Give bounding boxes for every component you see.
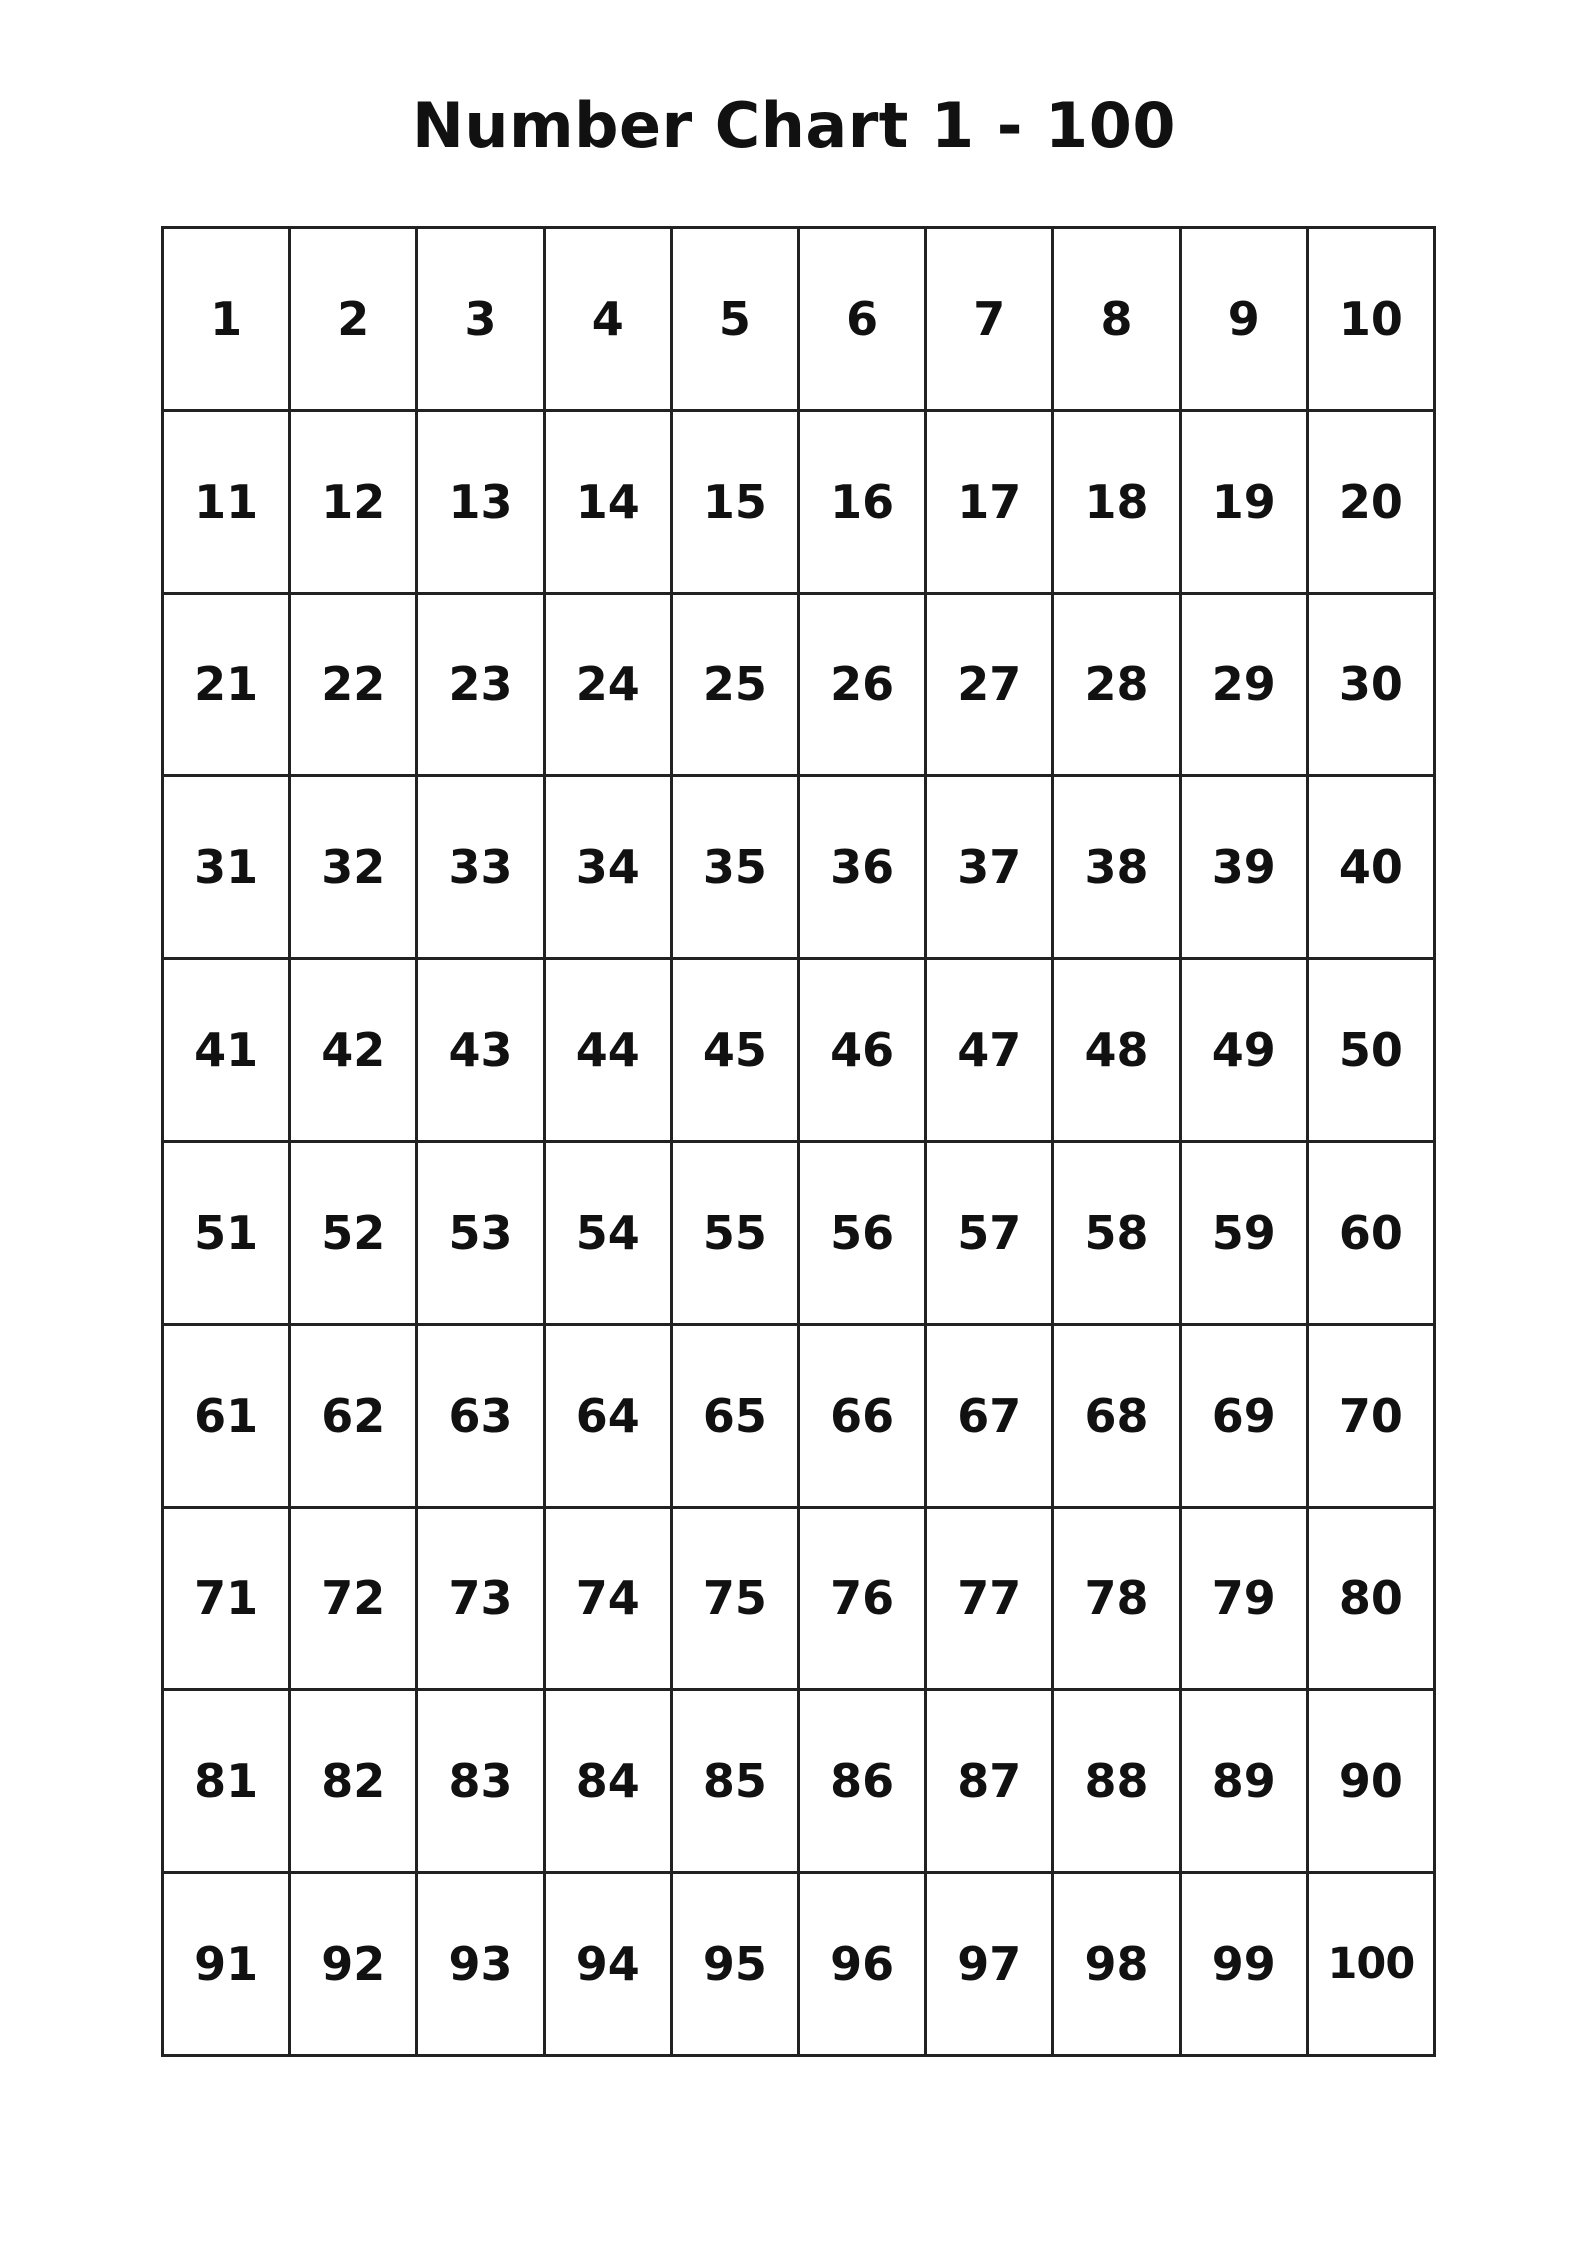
- number-cell: 98: [1054, 1874, 1181, 2057]
- number-cell: 80: [1309, 1509, 1436, 1692]
- number-cell: 27: [927, 595, 1054, 778]
- number-cell: 12: [291, 412, 418, 595]
- number-cell: 13: [418, 412, 545, 595]
- number-cell: 56: [800, 1143, 927, 1326]
- number-cell: 21: [164, 595, 291, 778]
- number-cell: 77: [927, 1509, 1054, 1692]
- number-cell: 1: [164, 229, 291, 412]
- number-cell: 99: [1182, 1874, 1309, 2057]
- number-cell: 82: [291, 1691, 418, 1874]
- number-chart-grid: [161, 226, 1436, 2057]
- number-cell: 94: [546, 1874, 673, 2057]
- number-cell: 93: [418, 1874, 545, 2057]
- number-cell: 88: [1054, 1691, 1181, 1874]
- number-cell: 75: [673, 1509, 800, 1692]
- number-cell: 49: [1182, 960, 1309, 1143]
- number-cell: 60: [1309, 1143, 1436, 1326]
- number-cell: 72: [291, 1509, 418, 1692]
- number-cell: 34: [546, 777, 673, 960]
- number-cell: 50: [1309, 960, 1436, 1143]
- number-cell: 28: [1054, 595, 1181, 778]
- number-cell: 33: [418, 777, 545, 960]
- number-cell: 20: [1309, 412, 1436, 595]
- number-cell: 11: [164, 412, 291, 595]
- number-cell: 91: [164, 1874, 291, 2057]
- number-cell: 66: [800, 1326, 927, 1509]
- number-cell: 44: [546, 960, 673, 1143]
- number-cell: 2: [291, 229, 418, 412]
- number-cell: 87: [927, 1691, 1054, 1874]
- number-cell: 7: [927, 229, 1054, 412]
- number-cell: 16: [800, 412, 927, 595]
- number-cell: 57: [927, 1143, 1054, 1326]
- number-cell: 39: [1182, 777, 1309, 960]
- number-cell: 15: [673, 412, 800, 595]
- number-cell: 5: [673, 229, 800, 412]
- page-title: Number Chart 1 - 100: [412, 89, 1176, 162]
- number-cell: 46: [800, 960, 927, 1143]
- number-cell: 53: [418, 1143, 545, 1326]
- number-cell: 76: [800, 1509, 927, 1692]
- number-cell: 78: [1054, 1509, 1181, 1692]
- number-cell: 81: [164, 1691, 291, 1874]
- number-cell: 63: [418, 1326, 545, 1509]
- number-cell: 18: [1054, 412, 1181, 595]
- number-cell: 90: [1309, 1691, 1436, 1874]
- number-cell: 32: [291, 777, 418, 960]
- number-cell: 8: [1054, 229, 1181, 412]
- number-cell: 35: [673, 777, 800, 960]
- number-cell: 47: [927, 960, 1054, 1143]
- number-cell: 29: [1182, 595, 1309, 778]
- number-cell: 96: [800, 1874, 927, 2057]
- number-cell: 25: [673, 595, 800, 778]
- number-cell: 36: [800, 777, 927, 960]
- number-cell: 71: [164, 1509, 291, 1692]
- number-cell: 59: [1182, 1143, 1309, 1326]
- number-cell: 14: [546, 412, 673, 595]
- number-cell: 100: [1309, 1874, 1436, 2057]
- number-cell: 73: [418, 1509, 545, 1692]
- number-cell: 70: [1309, 1326, 1436, 1509]
- number-cell: 64: [546, 1326, 673, 1509]
- number-cell: 97: [927, 1874, 1054, 2057]
- number-cell: 23: [418, 595, 545, 778]
- number-cell: 38: [1054, 777, 1181, 960]
- number-cell: 3: [418, 229, 545, 412]
- number-cell: 22: [291, 595, 418, 778]
- number-cell: 41: [164, 960, 291, 1143]
- number-cell: 9: [1182, 229, 1309, 412]
- number-cell: 62: [291, 1326, 418, 1509]
- number-cell: 48: [1054, 960, 1181, 1143]
- number-cell: 68: [1054, 1326, 1181, 1509]
- number-cell: 52: [291, 1143, 418, 1326]
- number-cell: 4: [546, 229, 673, 412]
- number-cell: 51: [164, 1143, 291, 1326]
- number-cell: 67: [927, 1326, 1054, 1509]
- number-cell: 45: [673, 960, 800, 1143]
- number-cell: 86: [800, 1691, 927, 1874]
- number-cell: 65: [673, 1326, 800, 1509]
- number-cell: 61: [164, 1326, 291, 1509]
- number-cell: 40: [1309, 777, 1436, 960]
- number-cell: 95: [673, 1874, 800, 2057]
- number-cell: 55: [673, 1143, 800, 1326]
- number-cell: 31: [164, 777, 291, 960]
- number-cell: 43: [418, 960, 545, 1143]
- number-cell: 58: [1054, 1143, 1181, 1326]
- number-cell: 30: [1309, 595, 1436, 778]
- number-cell: 42: [291, 960, 418, 1143]
- number-cell: 85: [673, 1691, 800, 1874]
- number-cell: 19: [1182, 412, 1309, 595]
- number-cell: 84: [546, 1691, 673, 1874]
- number-cell: 37: [927, 777, 1054, 960]
- number-cell: 54: [546, 1143, 673, 1326]
- number-cell: 92: [291, 1874, 418, 2057]
- number-cell: 79: [1182, 1509, 1309, 1692]
- number-cell: 6: [800, 229, 927, 412]
- number-cell: 24: [546, 595, 673, 778]
- number-cell: 10: [1309, 229, 1436, 412]
- number-cell: 69: [1182, 1326, 1309, 1509]
- number-cell: 74: [546, 1509, 673, 1692]
- number-cell: 26: [800, 595, 927, 778]
- number-cell: 83: [418, 1691, 545, 1874]
- number-cell: 17: [927, 412, 1054, 595]
- number-cell: 89: [1182, 1691, 1309, 1874]
